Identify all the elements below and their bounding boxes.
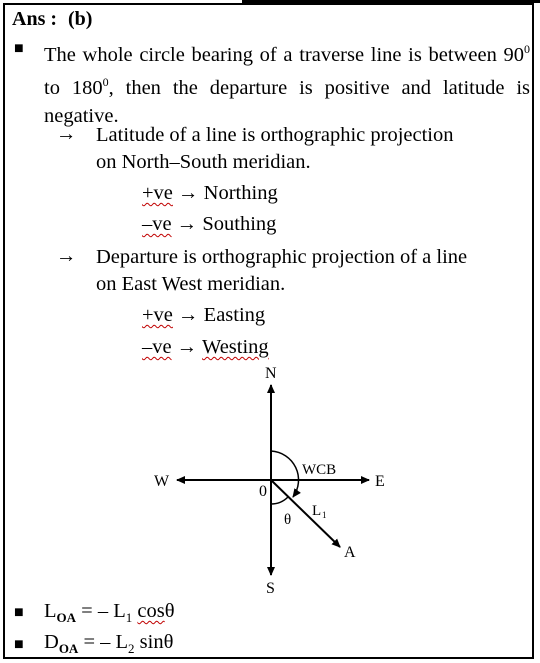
line-oa [271, 480, 340, 547]
south-label: S [266, 580, 275, 597]
origin-label: 0 [259, 483, 267, 500]
westing-item: –ve → Westing [142, 336, 269, 358]
northing-item: +ve → Northing [142, 182, 278, 204]
theta-label: θ [284, 512, 292, 528]
square-bullet-icon: ■ [14, 40, 24, 57]
right-arrow-icon: → [56, 245, 77, 267]
square-bullet-icon: ■ [14, 604, 24, 621]
answer-option: (b) [68, 8, 93, 30]
theta-arc [271, 497, 288, 504]
line-label-subscript: 1 [322, 510, 327, 520]
square-bullet-icon: ■ [14, 636, 24, 653]
latitude-definition: Latitude of a line is orthographic projection on North–South meridian. [96, 124, 454, 173]
latitude-formula: $L_{OA}$ = – $L_1$ cosθ [44, 600, 175, 626]
line-label: L [312, 503, 322, 519]
easting-item: +ve → Easting [142, 304, 266, 326]
departure-formula: $D_{OA}$ = – $L_2$ sinθ [44, 631, 174, 657]
answer-label: Ans : [12, 8, 58, 30]
right-arrow-icon: → [56, 123, 77, 145]
east-label: E [375, 473, 385, 490]
west-label: W [154, 473, 170, 490]
wcb-arc [271, 451, 299, 497]
wcb-label: WCB [302, 462, 337, 478]
southing-item: –ve → Southing [142, 213, 277, 235]
point-a-label: A [344, 544, 356, 561]
main-point-text: The whole circle bearing of a traverse line is between $90^0$ to $180^0$, then the departure is positive and latitude is negative. [44, 42, 531, 127]
north-label: N [265, 365, 277, 382]
departure-definition: Departure is orthographic projection of a line on East West meridian. [96, 246, 468, 295]
